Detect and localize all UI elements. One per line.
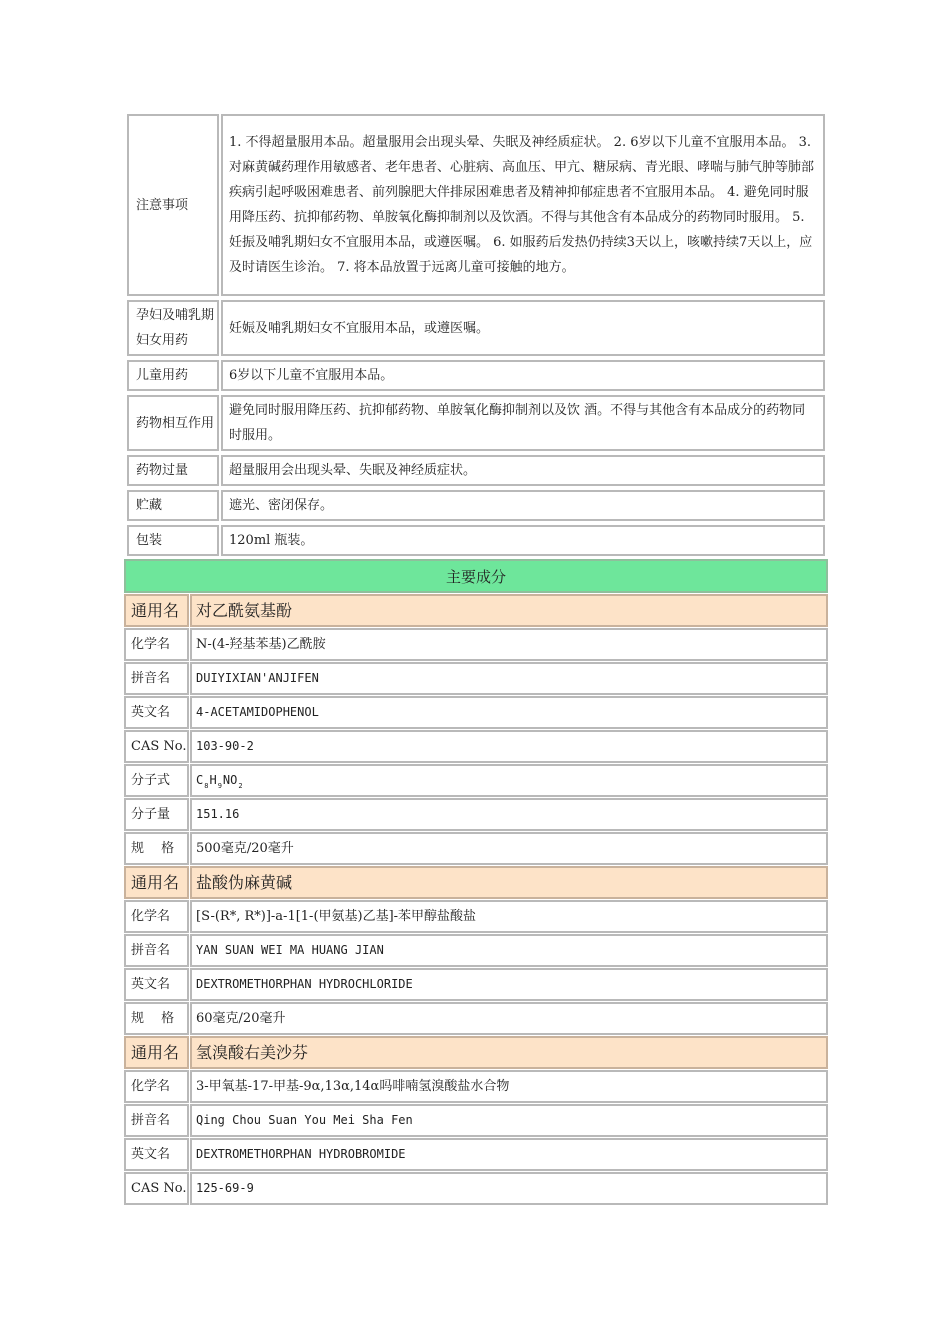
pinyin-name-row <box>124 1104 828 1137</box>
cas-value: 125-69-9 <box>190 1172 828 1205</box>
cas-label: CAS No. <box>124 730 189 763</box>
chemical-name-row <box>124 628 828 661</box>
interaction-value: 避免同时服用降压药、抗抑郁药物、单胺氧化酶抑制剂以及饮 酒。不得与其他含有本品成分的药物同时服用。 <box>221 395 825 451</box>
formula-subscript: 9 <box>217 782 222 790</box>
pregnancy-row <box>124 299 828 357</box>
english-name-row <box>124 1138 828 1171</box>
storage-value: 遮光、密闭保存。 <box>221 490 825 521</box>
chemical-name-row <box>124 900 828 933</box>
spec-label: 规 格 <box>124 1002 189 1035</box>
children-value: 6岁以下儿童不宜服用本品。 <box>221 360 825 391</box>
generic-name-row <box>124 1036 828 1069</box>
pinyin-name-value: DUIYIXIAN'ANJIFEN <box>190 662 828 695</box>
english-name-label: 英文名 <box>124 1138 189 1171</box>
interaction-row <box>124 394 828 452</box>
pinyin-name-label: 拼音名 <box>124 934 189 967</box>
spec-row <box>124 1002 828 1035</box>
formula-part: NO <box>222 773 238 787</box>
pinyin-name-label: 拼音名 <box>124 1104 189 1137</box>
cas-row <box>124 730 828 763</box>
pinyin-name-value: YAN SUAN WEI MA HUANG JIAN <box>190 934 828 967</box>
formula-value <box>190 764 828 797</box>
package-row <box>124 524 828 557</box>
english-name-row <box>124 696 828 729</box>
notes-row <box>124 113 828 297</box>
molecular-weight-value: 151.16 <box>190 798 828 831</box>
children-row <box>124 359 828 392</box>
cas-row <box>124 1172 828 1205</box>
formula-label: 分子式 <box>124 764 189 797</box>
pinyin-name-value: Qing Chou Suan You Mei Sha Fen <box>190 1104 828 1137</box>
chemical-name-value: N-(4-羟基苯基)乙酰胺 <box>190 628 828 661</box>
english-name-label: 英文名 <box>124 968 189 1001</box>
spec-value: 60毫克/20毫升 <box>190 1002 828 1035</box>
formula-subscript: 2 <box>238 782 243 790</box>
cas-value: 103-90-2 <box>190 730 828 763</box>
formula-row <box>124 764 828 797</box>
ingredients-section <box>124 594 828 1205</box>
english-name-row <box>124 968 828 1001</box>
generic-name-row <box>124 594 828 627</box>
generic-name-label: 通用名 <box>124 1036 189 1069</box>
chemical-name-value: 3-甲氧基-17-甲基-9α,13α,14α吗啡喃氢溴酸盐水合物 <box>190 1070 828 1103</box>
chemical-name-label: 化学名 <box>124 628 189 661</box>
generic-name-row <box>124 866 828 899</box>
generic-name-value: 对乙酰氨基酚 <box>190 594 828 627</box>
package-label: 包装 <box>127 525 219 556</box>
package-value: 120ml 瓶装。 <box>221 525 825 556</box>
overdose-row <box>124 454 828 487</box>
generic-name-value: 盐酸伪麻黄碱 <box>190 866 828 899</box>
generic-name-value: 氢溴酸右美沙芬 <box>190 1036 828 1069</box>
notes-section <box>124 113 828 557</box>
spec-label: 规 格 <box>124 832 189 865</box>
notes-value: 1. 不得超量服用本品。超量服用会出现头晕、失眠及神经质症状。 2. 6岁以下儿童不宜服用本品。 3. 对麻黄碱药理作用敏感者、老年患者、心脏病、高血压、甲亢、糖尿病、青光眼、哮喘与肺气肿等肺部疾病引起呼吸困难患者、前列腺肥大伴排尿困难患者及精神抑郁症患者不宜服用本品。 4. 避免同时服用降压药、抗抑郁药物、单胺氧化酶抑制剂以及饮酒。不得与其他含有本品成分的药物同时服用。 5. 妊振及哺乳期妇女不宜服用本品，或遵医嘱。 6. 如服药后发热仍持续3天以上，咳嗽持续7天以上，应及时请医生诊治。 7. 将本品放置于远离儿童可接触的地方。 <box>221 114 825 296</box>
molecular-weight-row <box>124 798 828 831</box>
formula-part: C <box>196 773 204 787</box>
formula-part: H <box>209 773 217 787</box>
interaction-label: 药物相互作用 <box>127 395 219 451</box>
formula-subscript: 8 <box>204 782 209 790</box>
chemical-name-label: 化学名 <box>124 900 189 933</box>
children-label: 儿童用药 <box>127 360 219 391</box>
spec-value: 500毫克/20毫升 <box>190 832 828 865</box>
chemical-name-label: 化学名 <box>124 1070 189 1103</box>
overdose-value: 超量服用会出现头晕、失眠及神经质症状。 <box>221 455 825 486</box>
molecular-weight-label: 分子量 <box>124 798 189 831</box>
english-name-value: DEXTROMETHORPHAN HYDROCHLORIDE <box>190 968 828 1001</box>
generic-name-label: 通用名 <box>124 594 189 627</box>
cas-label: CAS No. <box>124 1172 189 1205</box>
chemical-name-row <box>124 1070 828 1103</box>
pregnancy-label: 孕妇及哺乳期妇女用药 <box>127 300 219 356</box>
generic-name-label: 通用名 <box>124 866 189 899</box>
notes-label: 注意事项 <box>127 114 219 296</box>
pregnancy-value: 妊娠及哺乳期妇女不宜服用本品，或遵医嘱。 <box>221 300 825 356</box>
english-name-value: 4-ACETAMIDOPHENOL <box>190 696 828 729</box>
ingredients-header: 主要成分 <box>124 559 828 593</box>
pinyin-name-row <box>124 934 828 967</box>
storage-row <box>124 489 828 522</box>
english-name-value: DEXTROMETHORPHAN HYDROBROMIDE <box>190 1138 828 1171</box>
drug-info-table <box>124 113 828 1205</box>
storage-label: 贮藏 <box>127 490 219 521</box>
english-name-label: 英文名 <box>124 696 189 729</box>
pinyin-name-label: 拼音名 <box>124 662 189 695</box>
spec-row <box>124 832 828 865</box>
overdose-label: 药物过量 <box>127 455 219 486</box>
chemical-name-value: [S-(R*, R*)]-a-1[1-(甲氨基)乙基]-苯甲醇盐酸盐 <box>190 900 828 933</box>
pinyin-name-row <box>124 662 828 695</box>
